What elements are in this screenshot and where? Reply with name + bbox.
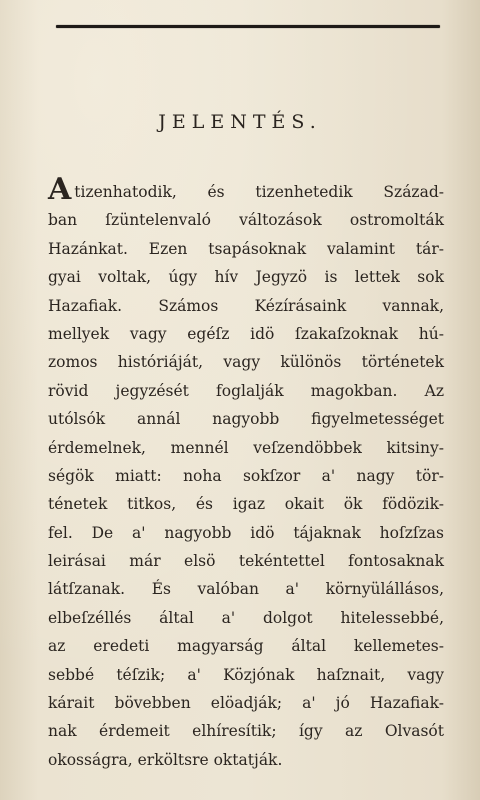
text-line: gyai voltak, úgy hív Jegyzö is lettek sok [48, 268, 444, 287]
text-line: érdemelnek, mennél veſzendöbbek kitsiny- [48, 438, 444, 457]
text-line: az eredeti magyarság által kellemetes- [48, 637, 444, 656]
page-title: JELENTÉS. [158, 111, 322, 133]
header-rule [56, 25, 440, 28]
text-line: látſzanak. És valóban a' környülállásos, [48, 580, 444, 599]
text-line: elbeſzéllés által a' dolgot hitelessebbé, [48, 608, 444, 627]
drop-cap: A [48, 172, 72, 207]
text-line: mellyek vagy egéſz idö ſzakaſzoknak hú- [48, 324, 444, 343]
text-line: rövid jegyzését foglalják magokban. Az [48, 381, 444, 400]
text-line: Hazafiak. Számos Kézírásaink vannak, [48, 296, 444, 315]
text-line: ténetek titkos, és igaz okait ök födözik- [48, 495, 444, 514]
text-line [48, 172, 444, 207]
text-line: ségök miatt: noha sokſzor a' nagy tör- [48, 466, 444, 485]
text-line: sebbé téſzik; a' Közjónak haſznait, vagy [48, 665, 444, 684]
text-line: okosságra, erköltsre oktatják. [48, 750, 283, 769]
text-line: ban ſzüntelenvaló változások ostromolták [48, 211, 444, 230]
body-text [48, 172, 444, 774]
text-line: nak érdemeit elhíresítik; így az Olvasót [48, 722, 444, 741]
text-line: kárait bövebben elöadják; a' jó Hazafiak- [48, 694, 444, 713]
text-line: zomos históriáját, vagy különös történetek [48, 353, 444, 372]
text-line: fel. De a' nagyobb idö tájaknak hoſzſzas [48, 523, 444, 542]
text-line: leirásai már elsö tekéntettel fontosaknak [48, 552, 444, 571]
text-line: Hazánkat. Ezen tsapásoknak valamint tár- [48, 239, 444, 258]
first-line-text: tizenhatodik, és tizenhetedik Század- [74, 183, 444, 201]
text-line: utólsók annál nagyobb figyelmetességet [48, 410, 444, 429]
